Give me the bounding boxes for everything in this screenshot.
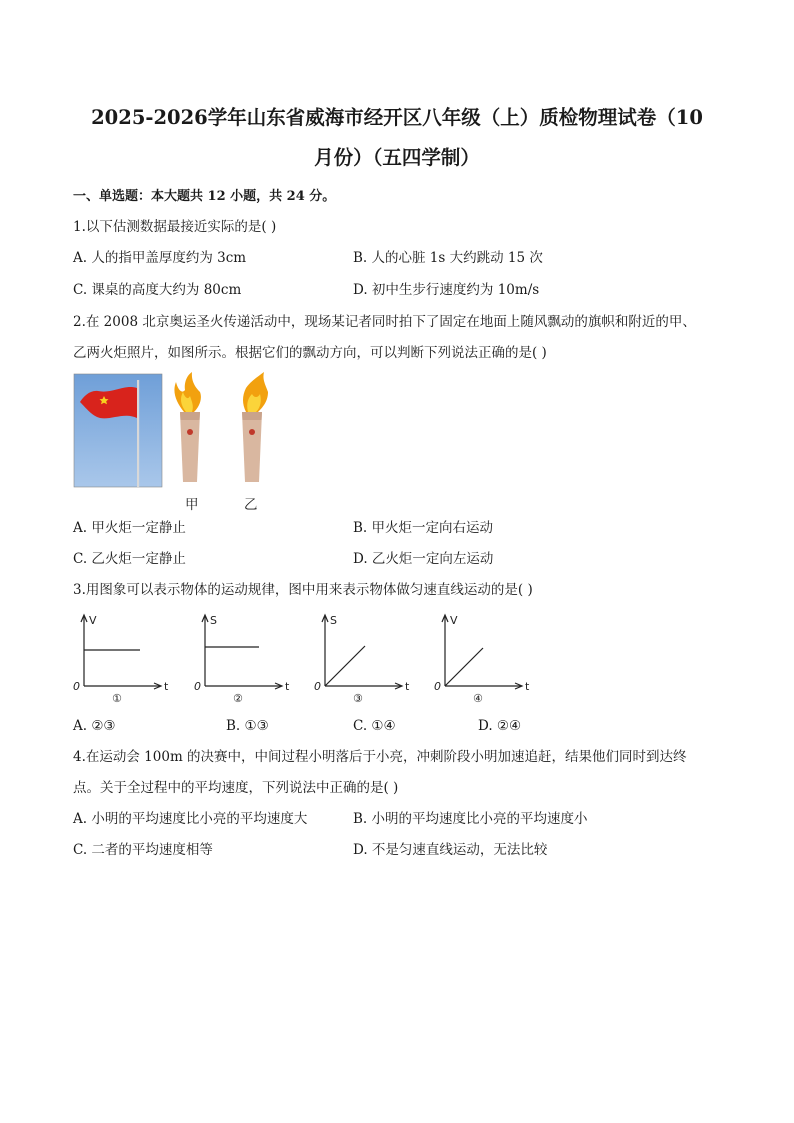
graph-3-ylabel: S [330, 614, 337, 627]
graph-2-ylabel: S [210, 614, 217, 627]
torch-yi-icon [232, 372, 272, 488]
exam-title-line1: 2025-2026学年山东省威海市经开区八年级（上）质检物理试卷（10 [91, 106, 703, 129]
graph-4-origin: 0 [434, 680, 441, 693]
q2-option-b: B. 甲火炬一定向右运动 [353, 520, 494, 536]
q4-option-c: C. 二者的平均速度相等 [73, 842, 213, 858]
q3-option-c: C. ①④ [353, 718, 396, 734]
graph-4 [433, 612, 533, 708]
q1-option-b: B. 人的心脏 1s 大约跳动 15 次 [353, 250, 543, 266]
graph-1-number: ① [112, 692, 122, 705]
q1-option-a: A. 人的指甲盖厚度约为 3cm [73, 250, 247, 266]
graph-1 [72, 612, 172, 708]
graph-3-xlabel: t [405, 680, 410, 693]
q4-stem-line2: 点。关于全过程中的平均速度，下列说法中正确的是( ) [73, 780, 399, 796]
label-jia: 甲 [185, 497, 199, 513]
graph-1-xlabel: t [164, 680, 169, 693]
torch-jia-icon [170, 372, 210, 488]
graph-2 [193, 612, 293, 708]
graph-2-number: ② [233, 692, 243, 705]
q4-stem-line1: 4.在运动会 100m 的决赛中，中间过程小明落后于小亮，冲刺阶段小明加速追赶，结果他们同时到达终 [73, 749, 687, 765]
graph-1-ylabel: V [89, 614, 97, 627]
q4-option-d: D. 不是匀速直线运动，无法比较 [353, 842, 548, 858]
q4-option-a: A. 小明的平均速度比小亮的平均速度大 [73, 811, 308, 827]
flag-photo [74, 374, 162, 487]
q1-option-c: C. 课桌的高度大约为 80cm [73, 282, 242, 298]
graph-1-origin: 0 [73, 680, 80, 693]
graph-4-number: ④ [473, 692, 483, 705]
q2-option-a: A. 甲火炬一定静止 [73, 520, 186, 536]
q3-option-b: B. ①③ [226, 718, 269, 734]
q1-option-d: D. 初中生步行速度约为 10m/s [353, 282, 540, 298]
q3-stem: 3.用图象可以表示物体的运动规律，图中用来表示物体做匀速直线运动的是( ) [73, 582, 533, 598]
q2-option-c: C. 乙火炬一定静止 [73, 551, 186, 567]
label-yi: 乙 [244, 497, 258, 513]
q4-option-b: B. 小明的平均速度比小亮的平均速度小 [353, 811, 588, 827]
graph-3-number: ③ [353, 692, 363, 705]
section-heading: 一、单选题：本大题共 12 小题，共 24 分。 [73, 189, 336, 204]
graph-3 [313, 612, 413, 708]
q3-option-d: D. ②④ [478, 718, 522, 734]
q2-stem-line2: 乙两火炬照片，如图所示。根据它们的飘动方向，可以判断下列说法正确的是( ) [73, 345, 547, 361]
graph-2-origin: 0 [194, 680, 201, 693]
graph-4-ylabel: V [450, 614, 458, 627]
exam-title-line2: 月份）（五四学制） [314, 146, 480, 169]
graph-2-xlabel: t [285, 680, 290, 693]
graph-4-xlabel: t [525, 680, 530, 693]
q3-option-a: A. ②③ [73, 718, 116, 734]
graph-3-origin: 0 [314, 680, 321, 693]
q1-stem: 1.以下估测数据最接近实际的是( ) [73, 219, 277, 235]
q2-stem-line1: 2.在 2008 北京奥运圣火传递活动中，现场某记者同时拍下了固定在地面上随风飘动的旗帜和附近的甲、 [73, 314, 696, 330]
q2-option-d: D. 乙火炬一定向左运动 [353, 551, 494, 567]
